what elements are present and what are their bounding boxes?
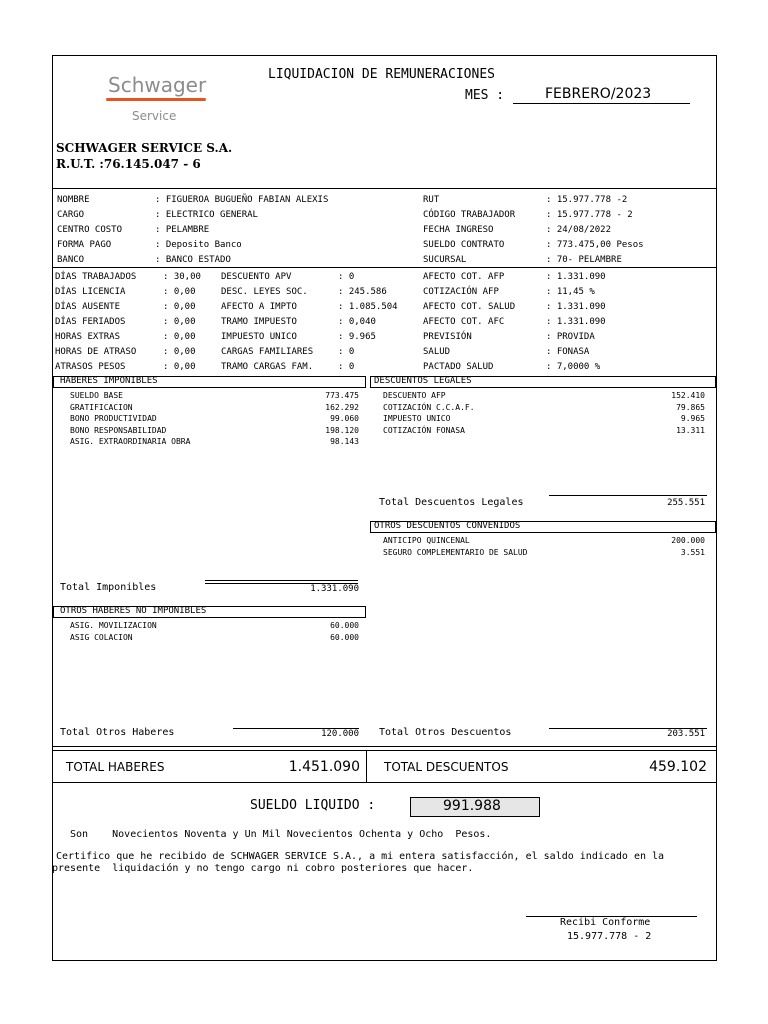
logo-brand: Schwager bbox=[108, 73, 207, 97]
deduction-info-value: : 1.085.504 bbox=[338, 302, 398, 312]
list-item: ASIG. EXTRAORDINARIA OBRA bbox=[70, 437, 191, 446]
total-haberes-label: TOTAL HABERES bbox=[66, 760, 165, 774]
mes-value: FEBRERO/2023 bbox=[545, 86, 652, 102]
divider-header bbox=[52, 188, 717, 189]
sueldo-liquido-label: SUELDO LIQUIDO : bbox=[250, 798, 376, 813]
employee-label: FORMA PAGO bbox=[57, 240, 112, 250]
divider-totals-mid bbox=[366, 750, 367, 782]
otros-haberes-labels bbox=[70, 620, 157, 643]
list-item: ASIG COLACION bbox=[70, 632, 133, 642]
haberes-imponibles-values bbox=[280, 390, 359, 448]
list-value: 98.143 bbox=[330, 437, 359, 446]
employee-value: : 773.475,00 Pesos bbox=[546, 240, 644, 250]
deduction-info-label: TRAMO CARGAS FAM. bbox=[221, 362, 314, 372]
deduction-info-label: DESCUENTO APV bbox=[221, 272, 292, 282]
employee-left-values bbox=[155, 193, 328, 268]
total-rule bbox=[549, 495, 707, 496]
deduction-info-value: : 0 bbox=[338, 347, 355, 357]
list-item: SEGURO COMPLEMENTARIO DE SALUD bbox=[383, 547, 528, 557]
mes-label: MES : bbox=[465, 88, 505, 103]
deduction-info-value: : 9.965 bbox=[338, 332, 376, 342]
employee-right-labels bbox=[423, 193, 515, 268]
employee-value: : 15.977.778 - 2 bbox=[546, 210, 633, 220]
total-descuentos-legales-value: 255.551 bbox=[667, 498, 705, 508]
days-values bbox=[163, 270, 201, 375]
document-title: LIQUIDACION DE REMUNERACIONES bbox=[268, 67, 495, 82]
deduction-info-value: : 0 bbox=[338, 362, 355, 372]
total-imponibles-value: 1.331.090 bbox=[310, 584, 359, 594]
list-value: 3.551 bbox=[680, 547, 705, 557]
afecto-values bbox=[546, 270, 606, 375]
haberes-imponibles-labels bbox=[70, 390, 190, 448]
days-value: : 30,00 bbox=[163, 272, 201, 282]
list-item: IMPUESTO UNICO bbox=[383, 414, 451, 423]
haberes-imponibles-header bbox=[53, 376, 366, 388]
divider-totals-top2 bbox=[52, 750, 717, 751]
afecto-labels bbox=[423, 270, 515, 375]
certifico-line-2: presente liquidación y no tengo cargo ni cobro posteriores que hacer. bbox=[52, 863, 474, 874]
days-label: DÍAS TRABAJADOS bbox=[55, 272, 137, 282]
deductions-info-labels bbox=[221, 270, 313, 375]
afecto-value: : 1.331.090 bbox=[546, 302, 606, 312]
list-value: 60.000 bbox=[330, 632, 359, 642]
afecto-label: AFECTO COT. SALUD bbox=[423, 302, 516, 312]
list-item: COTIZACIÓN FONASA bbox=[383, 425, 465, 435]
employee-label: SUCURSAL bbox=[423, 255, 467, 265]
employee-label: NOMBRE bbox=[57, 195, 90, 205]
deductions-info-values bbox=[338, 270, 398, 375]
otros-descuentos-header bbox=[370, 521, 716, 533]
list-value: 200.000 bbox=[671, 536, 705, 545]
list-value: 79.865 bbox=[676, 402, 705, 412]
list-value: 162.292 bbox=[325, 402, 359, 412]
company-rut: R.U.T. :76.145.047 - 6 bbox=[56, 157, 201, 171]
afecto-label: PREVISIÓN bbox=[423, 332, 472, 342]
section-title: HABERES IMPONIBLES bbox=[60, 376, 158, 386]
afecto-value: : PROVIDA bbox=[546, 332, 595, 342]
descuentos-legales-header bbox=[370, 376, 716, 388]
divider-totals-bottom bbox=[52, 782, 717, 783]
days-label: ATRASOS PESOS bbox=[55, 362, 126, 372]
deduction-info-label: TRAMO IMPUESTO bbox=[221, 317, 297, 327]
divider-employee bbox=[52, 267, 717, 268]
employee-label: FECHA INGRESO bbox=[423, 225, 494, 235]
list-value: 60.000 bbox=[330, 621, 359, 630]
days-value: : 0,00 bbox=[163, 302, 196, 312]
document-frame bbox=[52, 55, 717, 961]
afecto-value: : 7,0000 % bbox=[546, 362, 601, 372]
descuentos-legales-labels bbox=[383, 390, 475, 436]
afecto-value: : 1.331.090 bbox=[546, 272, 606, 282]
employee-value: : FIGUEROA BUGUEÑO FABIAN ALEXIS bbox=[155, 195, 329, 205]
days-label: HORAS DE ATRASO bbox=[55, 347, 137, 357]
afecto-label: PACTADO SALUD bbox=[423, 362, 494, 372]
days-labels bbox=[55, 270, 136, 375]
deduction-info-value: : 0 bbox=[338, 272, 355, 282]
signature-label: Recibi Conforme bbox=[560, 917, 651, 928]
otros-descuentos-values bbox=[620, 535, 705, 558]
days-value: : 0,00 bbox=[163, 362, 196, 372]
list-value: 198.120 bbox=[325, 425, 359, 435]
total-otros-haberes-label: Total Otros Haberes bbox=[60, 727, 175, 738]
days-label: DÍAS AUSENTE bbox=[55, 302, 121, 312]
list-value: 9.965 bbox=[680, 414, 705, 423]
employee-value: : 70- PELAMBRE bbox=[546, 255, 622, 265]
section-title: OTROS DESCUENTOS CONVENIDOS bbox=[374, 521, 521, 531]
logo-swoosh bbox=[106, 98, 206, 101]
employee-label: CÓDIGO TRABAJADOR bbox=[423, 210, 516, 220]
employee-label: BANCO bbox=[57, 255, 85, 265]
total-descuentos-legales-label: Total Descuentos Legales bbox=[379, 497, 524, 508]
days-label: DÍAS LICENCIA bbox=[55, 287, 126, 297]
logo bbox=[100, 72, 210, 124]
deduction-info-value: : 0,040 bbox=[338, 317, 376, 327]
days-value: : 0,00 bbox=[163, 287, 196, 297]
list-item: ANTICIPO QUINCENAL bbox=[383, 536, 470, 545]
list-item: GRATIFICACION bbox=[70, 402, 133, 412]
days-label: HORAS EXTRAS bbox=[55, 332, 121, 342]
section-title: DESCUENTOS LEGALES bbox=[374, 376, 472, 386]
employee-value: : BANCO ESTADO bbox=[155, 255, 231, 265]
days-value: : 0,00 bbox=[163, 317, 196, 327]
deduction-info-label: DESC. LEYES SOC. bbox=[221, 287, 308, 297]
total-descuentos-label: TOTAL DESCUENTOS bbox=[384, 760, 509, 774]
afecto-label: AFECTO COT. AFC bbox=[423, 317, 505, 327]
company-name: SCHWAGER SERVICE S.A. bbox=[56, 141, 233, 155]
list-value: 99.060 bbox=[330, 414, 359, 423]
employee-value: : Deposito Banco bbox=[155, 240, 242, 250]
list-item: BONO PRODUCTIVIDAD bbox=[70, 414, 157, 423]
days-value: : 0,00 bbox=[163, 347, 196, 357]
afecto-value: : 11,45 % bbox=[546, 287, 595, 297]
total-descuentos-value: 459.102 bbox=[649, 759, 707, 775]
total-imponibles-label: Total Imponibles bbox=[60, 582, 157, 593]
employee-value: : 24/08/2022 bbox=[546, 225, 612, 235]
afecto-label: AFECTO COT. AFP bbox=[423, 272, 505, 282]
list-value: 152.410 bbox=[671, 391, 705, 400]
otros-haberes-header bbox=[53, 606, 366, 618]
list-value: 773.475 bbox=[325, 391, 359, 400]
list-item: SUELDO BASE bbox=[70, 391, 123, 400]
sueldo-liquido-box bbox=[410, 797, 540, 817]
signature-rut: 15.977.778 - 2 bbox=[567, 931, 652, 942]
total-otros-descuentos-label: Total Otros Descuentos bbox=[379, 727, 512, 738]
list-item: DESCUENTO AFP bbox=[383, 391, 446, 400]
total-otros-descuentos-value: 203.551 bbox=[667, 729, 705, 739]
total-rule bbox=[205, 580, 358, 581]
afecto-label: COTIZACIÓN AFP bbox=[423, 287, 499, 297]
otros-haberes-values bbox=[280, 620, 359, 643]
deduction-info-label: AFECTO A IMPTO bbox=[221, 302, 297, 312]
total-otros-haberes-value: 120.000 bbox=[321, 729, 359, 739]
mes-underline bbox=[513, 103, 690, 104]
afecto-value: : 1.331.090 bbox=[546, 317, 606, 327]
sueldo-liquido-value: 991.988 bbox=[443, 798, 501, 814]
employee-value: : ELECTRICO GENERAL bbox=[155, 210, 258, 220]
deduction-info-label: IMPUESTO UNICO bbox=[221, 332, 297, 342]
days-value: : 0,00 bbox=[163, 332, 196, 342]
list-item: ASIG. MOVILIZACION bbox=[70, 621, 157, 630]
logo-sub: Service bbox=[132, 109, 177, 123]
days-label: DÍAS FERIADOS bbox=[55, 317, 126, 327]
divider-totals-top bbox=[52, 746, 717, 747]
section-title: OTROS HABERES NO IMPONIBLES bbox=[60, 606, 207, 616]
son-text: Son Novecientos Noventa y Un Mil Novecientos Ochenta y Ocho Pesos. bbox=[70, 829, 492, 840]
descuentos-legales-values bbox=[620, 390, 705, 436]
certifico-line-1: Certifico que he recibido de SCHWAGER SERVICE S.A., a mi entera satisfacción, el saldo indicado en la bbox=[56, 851, 665, 862]
employee-label: RUT bbox=[423, 195, 440, 205]
list-value: 13.311 bbox=[676, 425, 705, 435]
employee-label: CENTRO COSTO bbox=[57, 225, 123, 235]
list-item: BONO RESPONSABILIDAD bbox=[70, 425, 167, 435]
employee-label: CARGO bbox=[57, 210, 85, 220]
deduction-info-label: CARGAS FAMILIARES bbox=[221, 347, 314, 357]
employee-value: : PELAMBRE bbox=[155, 225, 210, 235]
afecto-value: : FONASA bbox=[546, 347, 590, 357]
employee-value: : 15.977.778 -2 bbox=[546, 195, 628, 205]
otros-descuentos-labels bbox=[383, 535, 528, 558]
employee-left-labels bbox=[57, 193, 122, 268]
afecto-label: SALUD bbox=[423, 347, 451, 357]
deduction-info-value: : 245.586 bbox=[338, 287, 387, 297]
list-item: COTIZACIÓN C.C.A.F. bbox=[383, 402, 475, 412]
employee-label: SUELDO CONTRATO bbox=[423, 240, 505, 250]
employee-right-values bbox=[546, 193, 644, 268]
total-haberes-value: 1.451.090 bbox=[288, 759, 360, 775]
